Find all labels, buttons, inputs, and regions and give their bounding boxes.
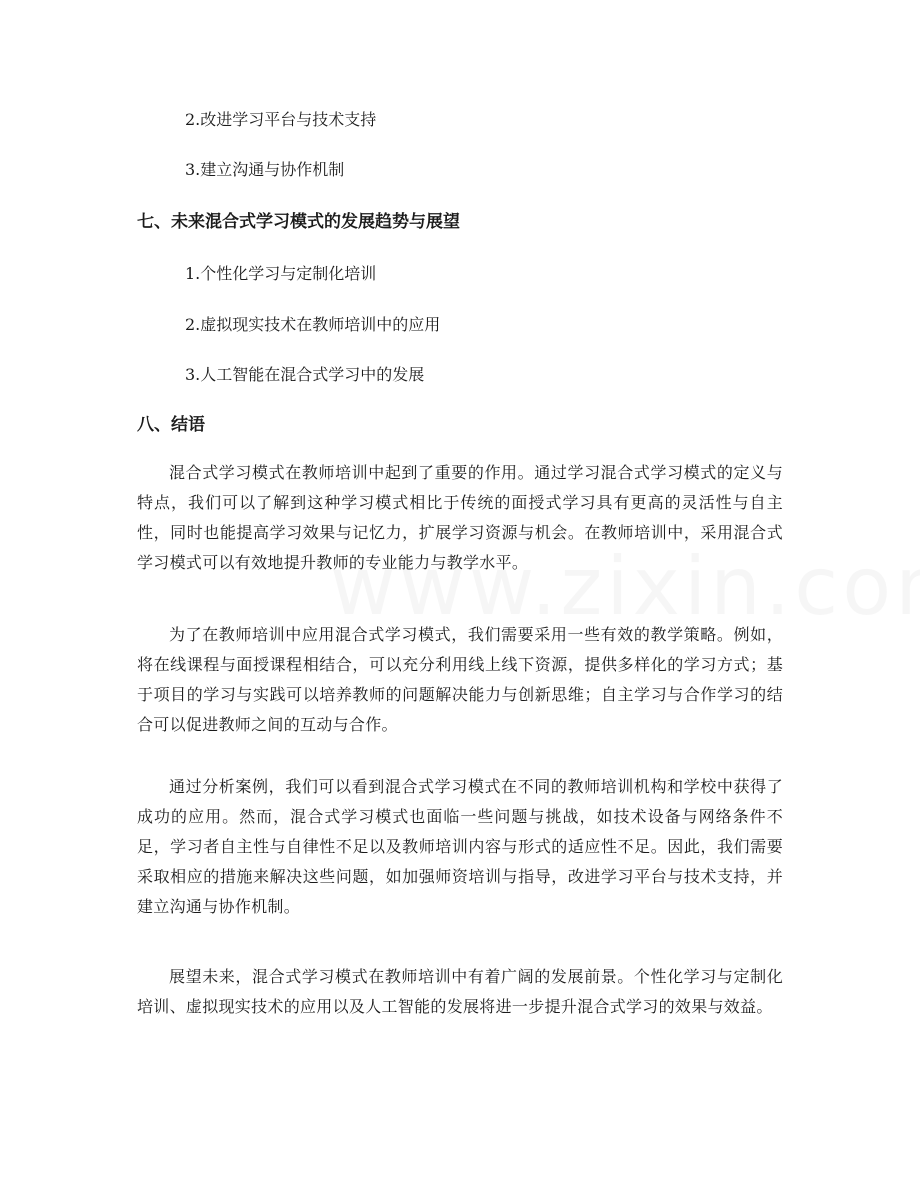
list-item: 3.人工智能在混合式学习中的发展 bbox=[185, 365, 425, 384]
paragraph: 混合式学习模式在教师培训中起到了重要的作用。通过学习混合式学习模式的定义与特点，我们可以了解到这种学习模式相比于传统的面授式学习具有更高的灵活性与自主性，同时也能提高学习效果与记忆力，扩展学习资源与机会。在教师培训中，采用混合式学习模式可以有效地提升教师的专业能力与教学水平。 bbox=[137, 463, 783, 572]
section-heading: 七、未来混合式学习模式的发展趋势与展望 bbox=[137, 212, 460, 232]
list-item: 2.改进学习平台与技术支持 bbox=[185, 110, 377, 129]
list-item: 1.个性化学习与定制化培训 bbox=[185, 264, 377, 283]
list-item: 3.建立沟通与协作机制 bbox=[185, 160, 345, 179]
paragraph: 展望未来，混合式学习模式在教师培训中有着广阔的发展前景。个性化学习与定制化培训、虚拟现实技术的应用以及人工智能的发展将进一步提升混合式学习的效果与效益。 bbox=[137, 967, 783, 1016]
paragraph: 通过分析案例，我们可以看到混合式学习模式在不同的教师培训机构和学校中获得了成功的应用。然而，混合式学习模式也面临一些问题与挑战，如技术设备与网络条件不足，学习者自主性与自律性不足以及教师培训内容与形式的适应性不足。因此，我们需要采取相应的措施来解决这些问题，如加强师资培训与指导，改进学习平台与技术支持，并建立沟通与协作机制。 bbox=[137, 777, 783, 916]
section-heading: 八、结语 bbox=[137, 415, 205, 435]
paragraph: 为了在教师培训中应用混合式学习模式，我们需要采用一些有效的教学策略。例如，将在线课程与面授课程相结合，可以充分利用线上线下资源，提供多样化的学习方式；基于项目的学习与实践可以培养教师的问题解决能力与创新思维；自主学习与合作学习的结合可以促进教师之间的互动与合作。 bbox=[137, 625, 783, 734]
list-item: 2.虚拟现实技术在教师培训中的应用 bbox=[185, 315, 441, 334]
